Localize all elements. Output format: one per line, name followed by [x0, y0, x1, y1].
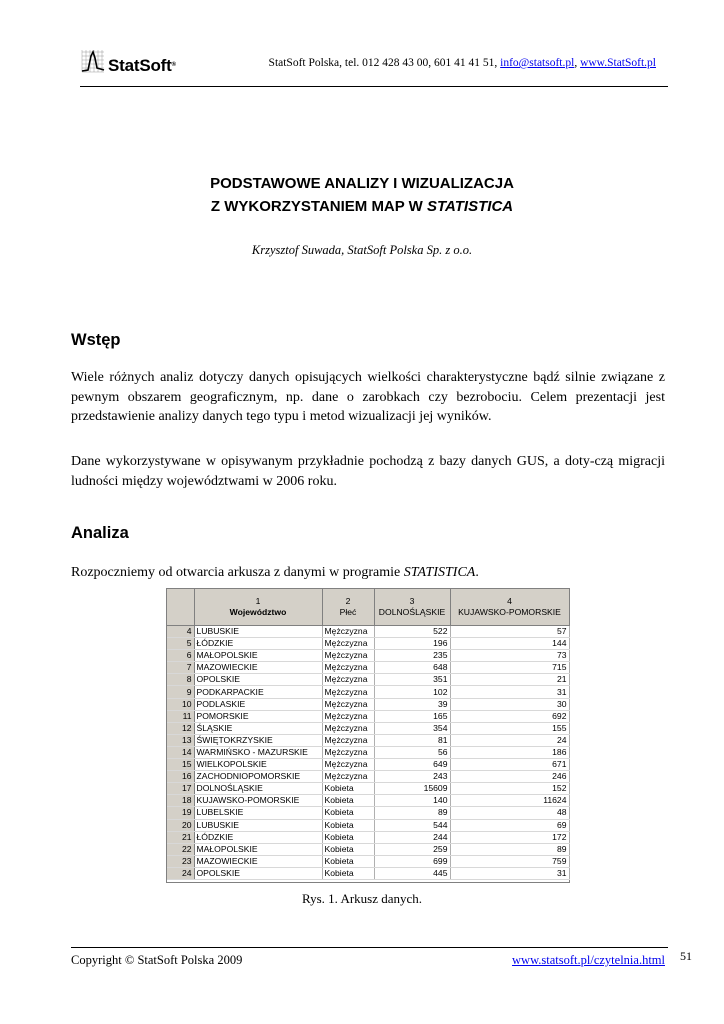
plec-cell[interactable]: Kobieta: [322, 795, 374, 807]
table-row[interactable]: [167, 662, 569, 674]
copyright-text: Copyright © StatSoft Polska 2009: [71, 953, 243, 967]
dolnoslaskie-cell[interactable]: 15609: [374, 783, 450, 795]
dolnoslaskie-cell[interactable]: 196: [374, 638, 450, 650]
page-number: 51: [680, 949, 692, 963]
kujawsko-pomorskie-cell[interactable]: 671: [450, 759, 569, 771]
plec-cell[interactable]: Kobieta: [322, 819, 374, 831]
table-row[interactable]: [167, 855, 569, 867]
plec-cell[interactable]: Kobieta: [322, 843, 374, 855]
dolnoslaskie-cell[interactable]: 259: [374, 843, 450, 855]
wojewodztwo-cell[interactable]: PODKARPACKIE: [194, 686, 322, 698]
plec-cell[interactable]: Kobieta: [322, 783, 374, 795]
kujawsko-pomorskie-cell[interactable]: 48: [450, 807, 569, 819]
row-number-cell[interactable]: 18: [167, 795, 194, 807]
kujawsko-pomorskie-cell[interactable]: 30: [450, 698, 569, 710]
wojewodztwo-cell[interactable]: ŁÓDZKIE: [194, 638, 322, 650]
dolnoslaskie-cell[interactable]: 165: [374, 710, 450, 722]
row-number-cell[interactable]: 21: [167, 831, 194, 843]
plec-cell[interactable]: Mężczyzna: [322, 722, 374, 734]
kujawsko-pomorskie-cell[interactable]: 246: [450, 771, 569, 783]
row-number-cell[interactable]: 20: [167, 819, 194, 831]
dolnoslaskie-cell[interactable]: 102: [374, 686, 450, 698]
table-row[interactable]: [167, 783, 569, 795]
wojewodztwo-cell[interactable]: OPOLSKIE: [194, 674, 322, 686]
table-row[interactable]: [167, 807, 569, 819]
table-row[interactable]: [167, 843, 569, 855]
spreadsheet-header-row: [167, 589, 569, 626]
dolnoslaskie-cell[interactable]: 56: [374, 746, 450, 758]
row-number-cell[interactable]: 4: [167, 626, 194, 638]
wojewodztwo-cell[interactable]: ŚLĄSKIE: [194, 722, 322, 734]
column-header-3[interactable]: 3 DOLNOŚLĄSKIE: [374, 589, 450, 626]
title-line-1: PODSTAWOWE ANALIZY I WIZUALIZACJA: [210, 175, 514, 192]
dolnoslaskie-cell[interactable]: 522: [374, 626, 450, 638]
row-number-cell[interactable]: 6: [167, 650, 194, 662]
dolnoslaskie-cell[interactable]: 699: [374, 855, 450, 867]
dolnoslaskie-cell[interactable]: 445: [374, 867, 450, 879]
title-line-2: Z WYKORZYSTANIEM MAP W STATISTICA: [210, 198, 514, 215]
dolnoslaskie-cell[interactable]: 89: [374, 807, 450, 819]
table-row[interactable]: [167, 819, 569, 831]
row-number-cell[interactable]: 8: [167, 674, 194, 686]
wojewodztwo-cell[interactable]: MAŁOPOLSKIE: [194, 843, 322, 855]
row-number-cell[interactable]: 9: [167, 686, 194, 698]
kujawsko-pomorskie-cell[interactable]: 89: [450, 843, 569, 855]
plec-cell[interactable]: Mężczyzna: [322, 626, 374, 638]
row-number-cell[interactable]: 15: [167, 759, 194, 771]
dolnoslaskie-cell[interactable]: 81: [374, 734, 450, 746]
kujawsko-pomorskie-cell[interactable]: 31: [450, 867, 569, 879]
row-number-cell[interactable]: 17: [167, 783, 194, 795]
table-row[interactable]: [167, 686, 569, 698]
dolnoslaskie-cell[interactable]: 351: [374, 674, 450, 686]
figure-caption: Rys. 1. Arkusz danych.: [301, 891, 423, 906]
plec-cell[interactable]: Kobieta: [322, 867, 374, 879]
wojewodztwo-cell[interactable]: LUBUSKIE: [194, 626, 322, 638]
kujawsko-pomorskie-cell[interactable]: 692: [450, 710, 569, 722]
column-header-1[interactable]: 1 Województwo: [194, 589, 322, 626]
website-link[interactable]: www.StatSoft.pl: [580, 57, 656, 69]
logo-wordmark: StatSoft®: [108, 56, 176, 75]
kujawsko-pomorskie-cell[interactable]: 172: [450, 831, 569, 843]
kujawsko-pomorskie-cell[interactable]: 73: [450, 650, 569, 662]
table-row[interactable]: [167, 734, 569, 746]
corner-cell[interactable]: [167, 589, 194, 626]
contact-text: StatSoft Polska, tel. 012 428 43 00, 601 41 41 51,: [268, 57, 498, 69]
wojewodztwo-cell[interactable]: ŚWIĘTOKRZYSKIE: [194, 734, 322, 746]
statsoft-logo: [80, 46, 176, 74]
page-header: [80, 42, 668, 87]
dolnoslaskie-cell[interactable]: 354: [374, 722, 450, 734]
wojewodztwo-cell[interactable]: PODLASKIE: [194, 698, 322, 710]
plec-cell[interactable]: Mężczyzna: [322, 674, 374, 686]
plec-cell[interactable]: Kobieta: [322, 807, 374, 819]
plec-cell[interactable]: Mężczyzna: [322, 771, 374, 783]
wojewodztwo-cell[interactable]: KUJAWSKO-POMORSKIE: [194, 795, 322, 807]
row-number-cell[interactable]: 12: [167, 722, 194, 734]
kujawsko-pomorskie-cell[interactable]: 186: [450, 746, 569, 758]
table-row[interactable]: [167, 867, 569, 879]
dolnoslaskie-cell[interactable]: 140: [374, 795, 450, 807]
row-number-cell[interactable]: 5: [167, 638, 194, 650]
wojewodztwo-cell[interactable]: LUBUSKIE: [194, 819, 322, 831]
table-row[interactable]: [167, 674, 569, 686]
plec-cell[interactable]: Mężczyzna: [322, 638, 374, 650]
column-header-2[interactable]: 2 Płeć: [322, 589, 374, 626]
table-row[interactable]: [167, 759, 569, 771]
dolnoslaskie-cell[interactable]: 649: [374, 759, 450, 771]
plec-cell[interactable]: Mężczyzna: [322, 734, 374, 746]
analysis-paragraph: Rozpoczniemy od otwarcia arkusza z danymi w programie STATISTICA.: [71, 565, 479, 580]
plec-cell[interactable]: Mężczyzna: [322, 686, 374, 698]
dolnoslaskie-cell[interactable]: 39: [374, 698, 450, 710]
header-contact: StatSoft Polska, tel. 012 428 43 00, 601 41 41 51, info@statsoft.pl, www.StatSoft.pl: [268, 57, 656, 69]
row-number-cell[interactable]: 24: [167, 867, 194, 879]
kujawsko-pomorskie-cell[interactable]: 152: [450, 783, 569, 795]
footer-link[interactable]: www.statsoft.pl/czytelnia.html: [512, 953, 665, 967]
chart-logo-icon: [80, 48, 106, 74]
table-row[interactable]: [167, 638, 569, 650]
table-row[interactable]: [167, 746, 569, 758]
table-row[interactable]: [167, 722, 569, 734]
kujawsko-pomorskie-cell[interactable]: 24: [450, 734, 569, 746]
row-number-cell[interactable]: 23: [167, 855, 194, 867]
dolnoslaskie-cell[interactable]: 648: [374, 662, 450, 674]
wojewodztwo-cell[interactable]: OPOLSKIE: [194, 867, 322, 879]
kujawsko-pomorskie-cell[interactable]: 57: [450, 626, 569, 638]
wojewodztwo-cell[interactable]: ZACHODNIOPOMORSKIE: [194, 771, 322, 783]
data-spreadsheet[interactable]: [166, 588, 570, 883]
kujawsko-pomorskie-cell[interactable]: 144: [450, 638, 569, 650]
row-number-cell[interactable]: 13: [167, 734, 194, 746]
author-line: Krzysztof Suwada, StatSoft Polska Sp. z o.o.: [251, 243, 473, 257]
wojewodztwo-cell[interactable]: MAZOWIECKIE: [194, 662, 322, 674]
page-footer: [71, 947, 668, 967]
intro-paragraph-2: Dane wykorzystywane w opisywanym przykładnie pochodzą z bazy danych GUS, a doty-czą migracji ludności między województwami w 2006 roku.: [71, 454, 665, 489]
kujawsko-pomorskie-cell[interactable]: 31: [450, 686, 569, 698]
wojewodztwo-cell[interactable]: LUBELSKIE: [194, 807, 322, 819]
row-number-cell[interactable]: 11: [167, 710, 194, 722]
kujawsko-pomorskie-cell[interactable]: 715: [450, 662, 569, 674]
wojewodztwo-cell[interactable]: DOLNOŚLĄSKIE: [194, 783, 322, 795]
kujawsko-pomorskie-cell[interactable]: 11624: [450, 795, 569, 807]
kujawsko-pomorskie-cell[interactable]: 759: [450, 855, 569, 867]
plec-cell[interactable]: Mężczyzna: [322, 650, 374, 662]
intro-heading: Wstęp: [71, 331, 121, 349]
row-number-cell[interactable]: 16: [167, 771, 194, 783]
dolnoslaskie-cell[interactable]: 244: [374, 831, 450, 843]
table-row[interactable]: [167, 626, 569, 638]
table-row[interactable]: [167, 698, 569, 710]
document-title: [0, 172, 724, 218]
plec-cell[interactable]: Mężczyzna: [322, 662, 374, 674]
table-row[interactable]: [167, 771, 569, 783]
email-link[interactable]: info@statsoft.pl: [500, 57, 575, 69]
row-number-cell[interactable]: 10: [167, 698, 194, 710]
plec-cell[interactable]: Mężczyzna: [322, 759, 374, 771]
plec-cell[interactable]: Mężczyzna: [322, 698, 374, 710]
row-number-cell[interactable]: 22: [167, 843, 194, 855]
wojewodztwo-cell[interactable]: MAŁOPOLSKIE: [194, 650, 322, 662]
plec-cell[interactable]: Mężczyzna: [322, 746, 374, 758]
wojewodztwo-cell[interactable]: WARMIŃSKO - MAZURSKIE: [194, 746, 322, 758]
dolnoslaskie-cell[interactable]: 243: [374, 771, 450, 783]
wojewodztwo-cell[interactable]: POMORSKIE: [194, 710, 322, 722]
row-number-cell[interactable]: 7: [167, 662, 194, 674]
column-header-4[interactable]: 4 KUJAWSKO-POMORSKIE: [450, 589, 569, 626]
dolnoslaskie-cell[interactable]: 544: [374, 819, 450, 831]
plec-cell[interactable]: Kobieta: [322, 855, 374, 867]
wojewodztwo-cell[interactable]: WIELKOPOLSKIE: [194, 759, 322, 771]
table-row[interactable]: [167, 650, 569, 662]
plec-cell[interactable]: Kobieta: [322, 831, 374, 843]
table-row[interactable]: [167, 710, 569, 722]
wojewodztwo-cell[interactable]: MAZOWIECKIE: [194, 855, 322, 867]
row-number-cell[interactable]: 14: [167, 746, 194, 758]
plec-cell[interactable]: Mężczyzna: [322, 710, 374, 722]
kujawsko-pomorskie-cell[interactable]: 21: [450, 674, 569, 686]
kujawsko-pomorskie-cell[interactable]: 69: [450, 819, 569, 831]
dolnoslaskie-cell[interactable]: 235: [374, 650, 450, 662]
analysis-heading: Analiza: [71, 524, 129, 542]
kujawsko-pomorskie-cell[interactable]: 155: [450, 722, 569, 734]
row-number-cell[interactable]: 19: [167, 807, 194, 819]
table-row[interactable]: [167, 795, 569, 807]
intro-paragraph-1: Wiele różnych analiz dotyczy danych opisujących wielkości charakterystyczne bądź silnie związane z pewnym obszarem geograficznym, np. dane o zarobkach czy bezrobociu. Celem prezentacji jest przedstawienie analizy danych tego typu i metod wizualizacji jej wyników.: [71, 370, 665, 424]
table-row[interactable]: [167, 831, 569, 843]
wojewodztwo-cell[interactable]: ŁÓDZKIE: [194, 831, 322, 843]
